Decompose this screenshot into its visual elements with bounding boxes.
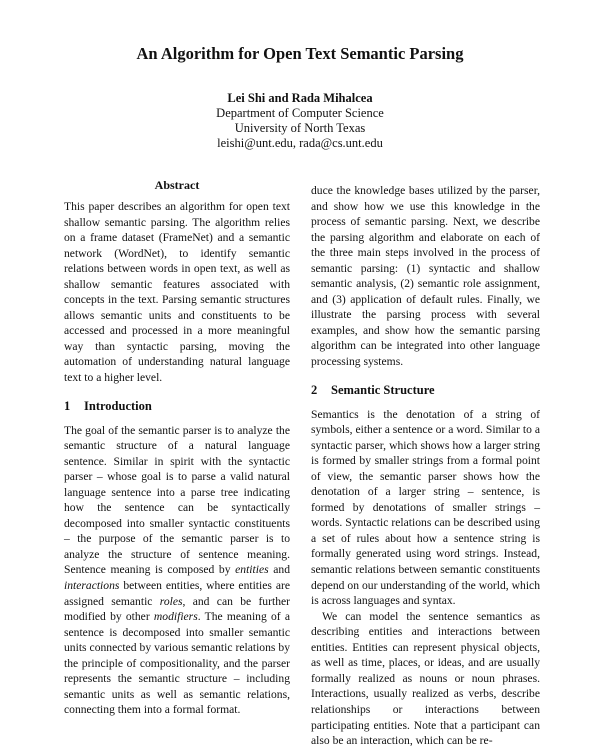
text-run: . The meaning of a sentence is decomposed into smaller semantic units connected by various semantic relations by the principle of compositionality, and the parser represents the semantic structure – including semantic units as well as semantic relations, connecting them into a formal format. [64, 610, 290, 717]
abstract-text: This paper describes an algorithm for open text shallow semantic parsing. The algorithm relies on a frame dataset (FrameNet) and a semantic network (WordNet), to identify semantic relations between words in open text, as well as shallow semantic features associated with concepts in the text. Parsing semantic structures allows semantic units and constituents to be accessed and processed in a more meaningful way than syntactic parsing, moving the automation of understanding natural language text to a higher level. [64, 200, 290, 385]
section-2-heading [311, 383, 540, 398]
text-run: and [268, 563, 290, 577]
paper-header [0, 44, 600, 151]
emphasis-interactions: interactions [64, 579, 120, 593]
abstract-heading: Abstract [154, 178, 200, 192]
author-university: University of North Texas [234, 121, 366, 135]
paper-title: An Algorithm for Open Text Semantic Parsing [136, 44, 464, 63]
author-names: Lei Shi and Rada Mihalcea [227, 91, 373, 105]
text-run: between entities, where entities are assigned semantic [64, 579, 290, 608]
section-title: Introduction [84, 398, 152, 413]
semantic-structure-paragraph-2: We can model the sentence semantics as describing entities and interactions between entities. Entities can represent physical objects, as well as time, places, or ideas, and are usually formally realized as nouns or noun phrases. Interactions, usually realized as verbs, describe relationships or interactions between participating entities. Note that a participant can also be an interaction, which can be re- [311, 609, 540, 748]
text-run: The goal of the semantic parser is to analyze the semantic structure of a natural language sentence. Similar in spirit with the syntactic parser – whose goal is to parse a valid natural language sentence into a parse tree indicating how the sentence can be syntactically decomposed into smaller syntactic constituents – the purpose of the semantic parser is to analyze the structure of sentence meaning. Sentence meaning is composed by [64, 423, 290, 577]
emphasis-roles: roles [159, 594, 183, 608]
left-column [64, 178, 290, 718]
introduction-paragraph [64, 423, 290, 718]
author-emails: leishi@unt.edu, rada@cs.unt.edu [217, 136, 383, 150]
section-number: 1 [64, 398, 71, 413]
section-title: Semantic Structure [331, 382, 435, 397]
text-run: , and can be further modified by other [64, 594, 290, 624]
section-1-heading [64, 399, 290, 414]
semantic-structure-paragraph-1: Semantics is the denotation of a string of symbols, either a sentence or a word. Similar to a syntactic parser, which shows how a larger string is formed by smaller strings from a formal point of view, the semantic parser shows how the denotation of a larger string – sentence, is formed by denotations of smaller strings – words. Syntactic relations can be described using a set of rules about how a sentence string is formally generated using word strings. Instead, semantic relations between semantic constituents depend on our understanding of the world, which is across languages and syntax. [311, 407, 540, 608]
right-column [311, 183, 540, 749]
section-number: 2 [311, 382, 318, 397]
introduction-continuation: duce the knowledge bases utilized by the parser, and show how we use this knowledge in the process of semantic parsing. Next, we describe the parsing algorithm and elaborate on each of the three main steps involved in the process of semantic parsing: (1) syntactic and shallow semantic analysis, (2) semantic role assignment, and (3) application of default rules. Finally, we illustrate the parsing process with several examples, and show how the semantic parsing algorithm can be integrated into other language processing systems. [311, 184, 540, 369]
author-department: Department of Computer Science [216, 106, 384, 120]
emphasis-modifiers: modifiers [153, 610, 198, 624]
emphasis-entities: entities [235, 563, 269, 577]
